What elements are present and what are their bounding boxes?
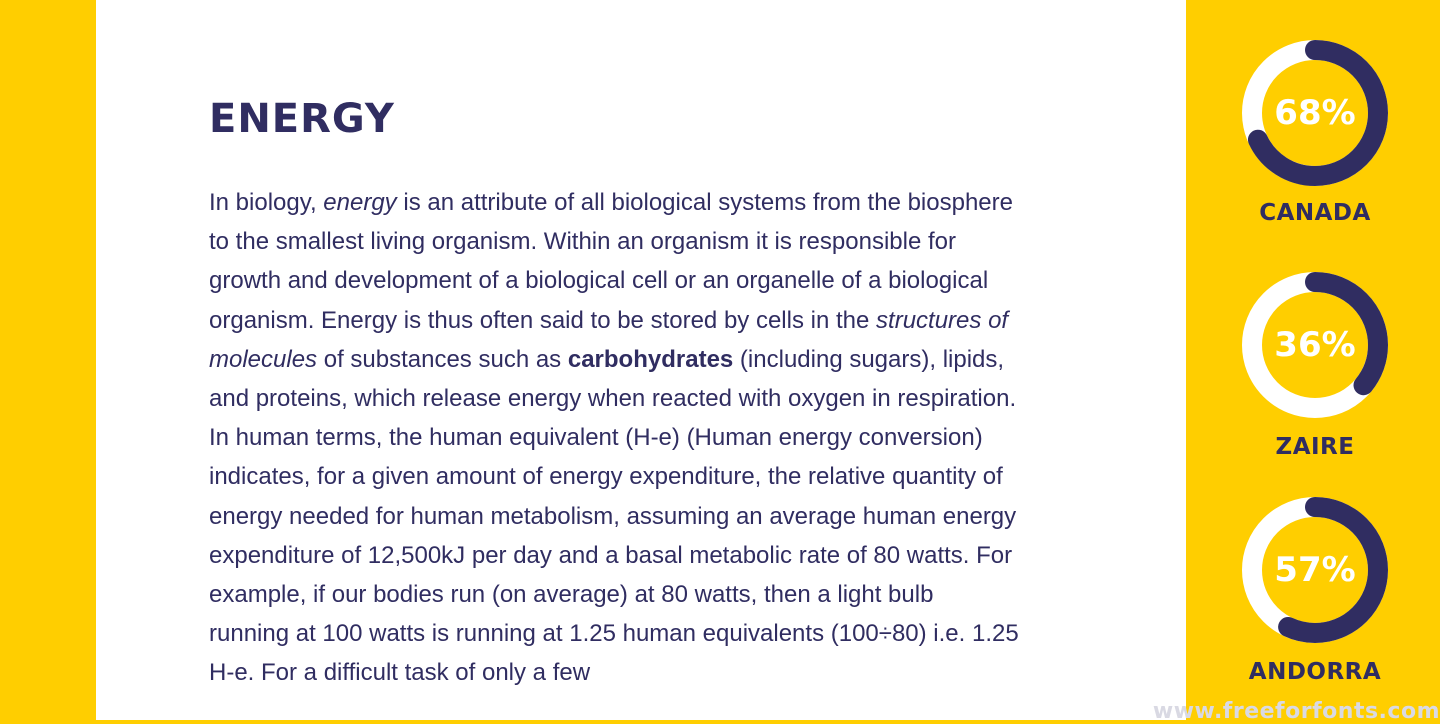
text-run: is an attribute of all biological systems from the biosphere to the smallest living organism. Within an organism it is responsible for growth and development of a biological cell or an organelle of a biological organism. Energy is thus often said to be stored by cells in the [209, 189, 1013, 334]
watermark: www.freeforfonts.com [1152, 699, 1440, 724]
country-label: ZAIRE [1275, 434, 1355, 460]
text-run-italic: structures of molecules [209, 306, 1009, 373]
text-run: (including sugars), lipids, and proteins, which release energy when reacted with oxygen in respiration. In human terms, the human equivalent (H-e) (Human energy conversion) indicates, for a given amount of energy expenditure, the relative quantity of energy needed for human metabolism, assuming an average human energy expenditure of 12,500kJ per day and a basal metabolic rate of 80 watts. For example, if our bodies run (on average) at 80 watts, then a light bulb running at 100 watts is running at 1.25 human equivalents (100÷80) i.e. 1.25 H-e. For a difficult task of only a few [209, 345, 1019, 687]
country-label: ANDORRA [1248, 659, 1382, 685]
content-panel [96, 0, 1186, 720]
text-run-bold: carbohydrates [567, 345, 734, 373]
text-run: In biology, [209, 189, 324, 216]
percent-value: 68% [1274, 93, 1356, 133]
article-paragraph [209, 183, 1019, 693]
text-run: of substances such as [317, 345, 568, 373]
text-run-italic: energy [323, 189, 397, 216]
percent-value: 36% [1274, 325, 1356, 365]
percent-value: 57% [1274, 550, 1356, 590]
page-title: ENERGY [209, 96, 395, 142]
stats-sidebar [1186, 0, 1440, 720]
country-label: CANADA [1259, 200, 1371, 226]
